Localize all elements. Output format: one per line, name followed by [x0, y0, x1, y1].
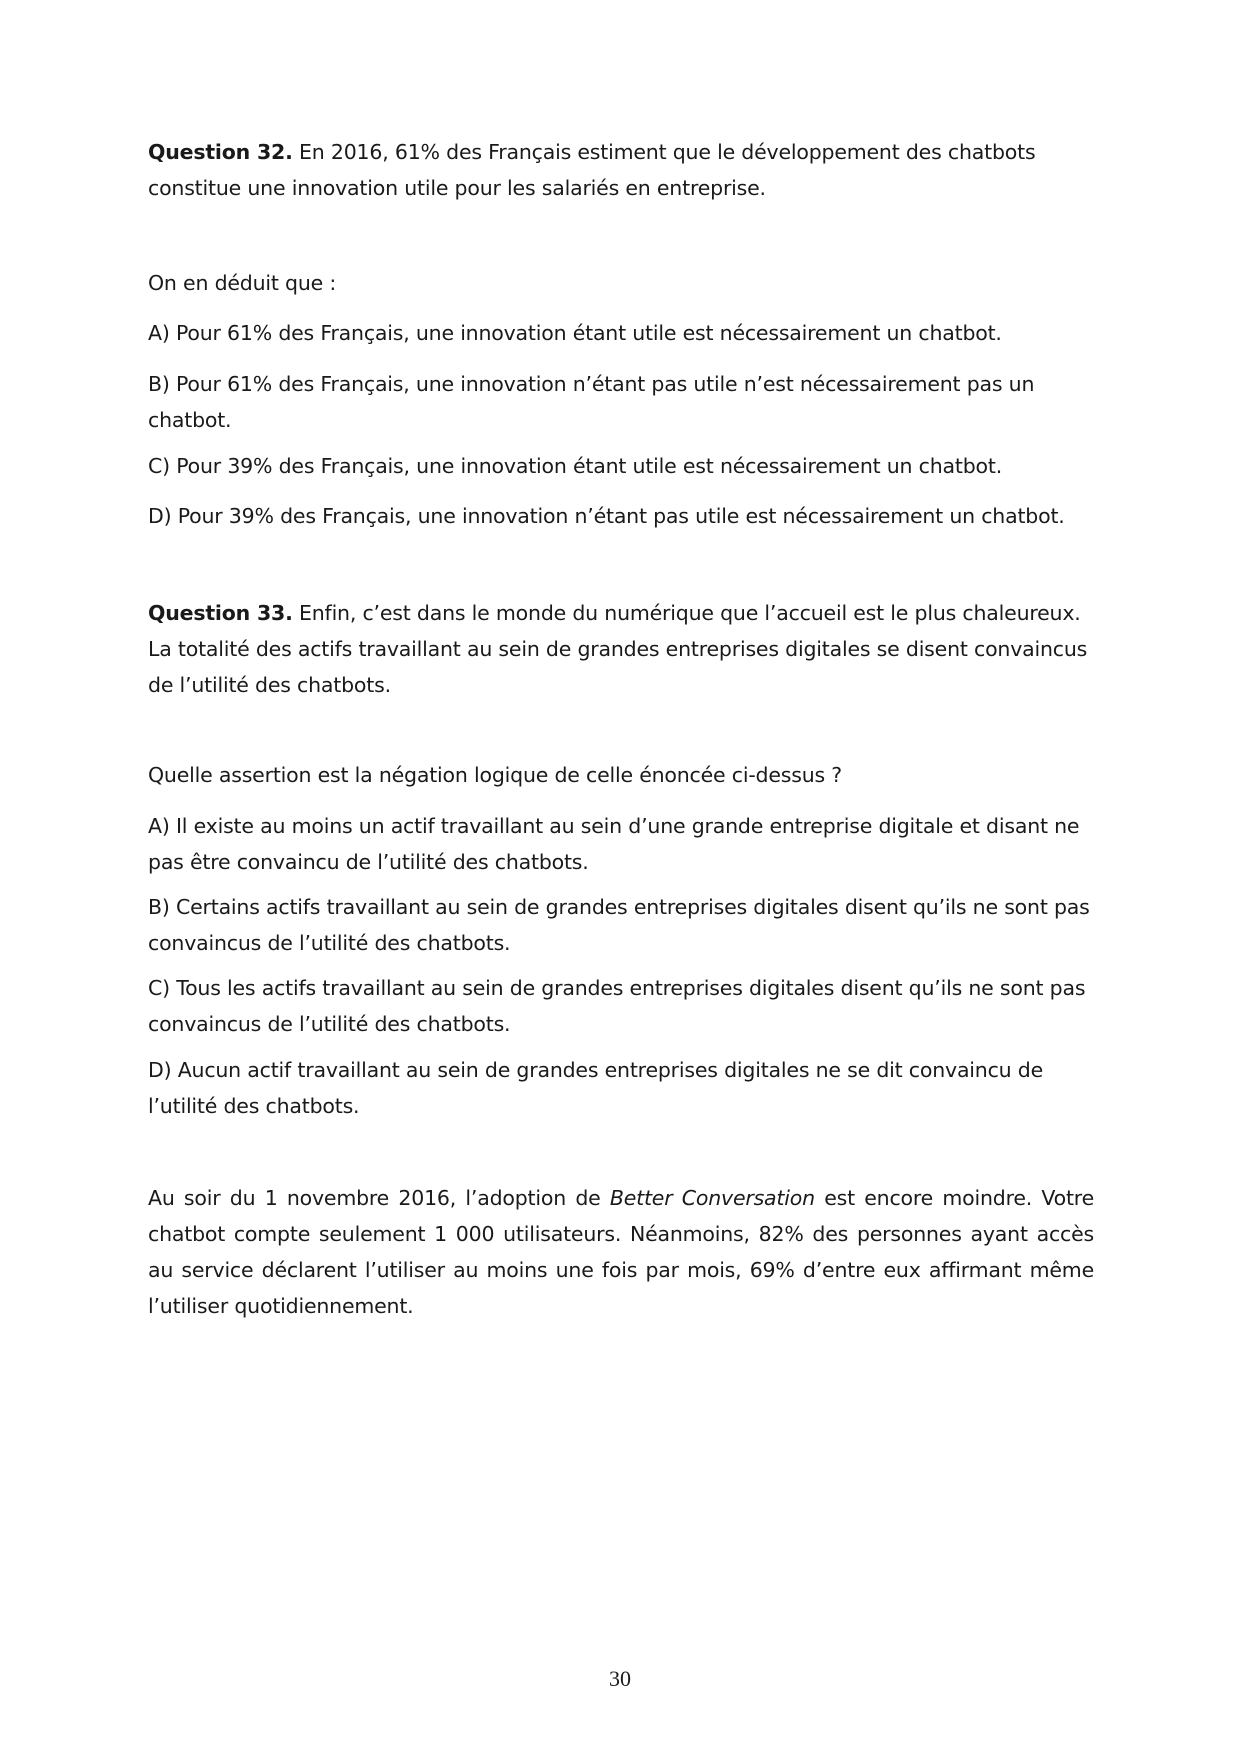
question-32-option-c: C) Pour 39% des Français, une innovation étant utile est nécessairement un chatbot. [148, 454, 1003, 478]
question-33-label: Question 33. [148, 601, 293, 625]
closing-text-start: Au soir du 1 novembre 2016, l’adoption de [148, 1186, 610, 1210]
question-33-option-d: D) Aucun actif travaillant au sein de grandes entreprises digitales ne se dit convaincu de l’utilité des chatbots. [148, 1058, 1044, 1118]
product-name: Better Conversation [609, 1186, 815, 1210]
question-33-option-c: C) Tous les actifs travaillant au sein de grandes entreprises digitales disent qu’ils ne sont pas convaincus de l’utilité des chatbots. [148, 976, 1086, 1036]
question-33-prompt: Quelle assertion est la négation logique de celle énoncée ci-dessus ? [148, 763, 842, 787]
question-33-text: Enfin, c’est dans le monde du numérique que l’accueil est le plus chaleureux. La totalité des actifs travaillant au sein de grandes entreprises digitales se disent convaincus de l’utilité des chatbots. [148, 601, 1088, 697]
question-33-option-b: B) Certains actifs travaillant au sein de grandes entreprises digitales disent qu’ils ne sont pas convaincus de l’utilité des chatbots. [148, 895, 1090, 955]
question-32-statement [148, 134, 1094, 206]
closing-paragraph [148, 1180, 1094, 1324]
question-32-option-d: D) Pour 39% des Français, une innovation n’étant pas utile est nécessairement un chatbot. [148, 504, 1065, 528]
question-32-prompt: On en déduit que : [148, 271, 337, 295]
question-32-text: En 2016, 61% des Français estiment que le développement des chatbots constitue une innovation utile pour les salariés en entreprise. [148, 140, 1036, 200]
page-number: 30 [609, 1666, 631, 1691]
question-33-statement [148, 595, 1094, 703]
question-32-option-b: B) Pour 61% des Français, une innovation n’étant pas utile n’est nécessairement pas un chatbot. [148, 372, 1035, 432]
closing-text-end: est encore moindre. Votre chatbot compte seulement 1 000 utilisateurs. Néanmoins, 82% des personnes ayant accès au service déclarent l’utiliser au moins une fois par mois, 69% d’entre eux affirmant même l’utiliser quotidiennement. [148, 1186, 1094, 1318]
question-32-option-a: A) Pour 61% des Français, une innovation étant utile est nécessairement un chatbot. [148, 321, 1002, 345]
question-33-option-a: A) Il existe au moins un actif travaillant au sein d’une grande entreprise digitale et disant ne pas être convaincu de l’utilité des chatbots. [148, 814, 1080, 874]
question-32-label: Question 32. [148, 140, 293, 164]
